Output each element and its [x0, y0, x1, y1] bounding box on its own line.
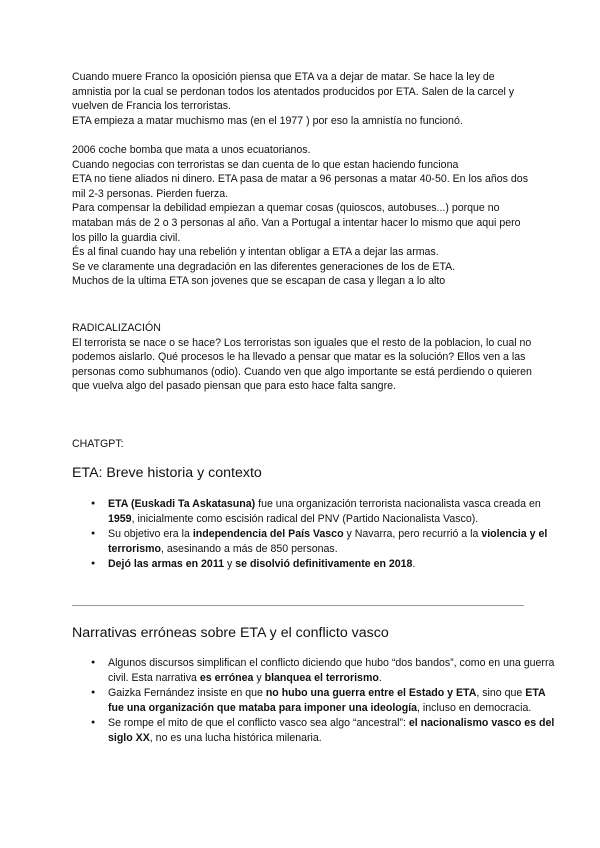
list-item: ● Algunos discursos simplifican el conflicto diciendo que hubo “dos bandos”, como en una guerra civil. Esta narrativa es errónea y blanquea el terrorismo. [108, 656, 558, 685]
paragraph: 2006 coche bomba que mata a unos ecuatorianos. [72, 143, 311, 156]
list-item: ● ETA (Euskadi Ta Askatasuna) fue una organización terrorista nacionalista vasca creada en 1959, inicialmente como escisión radical del PNV (Partido Nacionalista Vasco). [108, 497, 558, 526]
section-title: ETA: Breve historia y contexto [72, 465, 262, 481]
section-title: Narrativas erróneas sobre ETA y el conflicto vasco [72, 625, 389, 641]
section-label: RADICALIZACIÓN [72, 322, 161, 334]
paragraph: Para compensar la debilidad empiezan a quemar cosas (quioscos, autobuses...) porque no mataban más de 2 o 3 personas al año. Van a Portugal a intentar hacer lo mismo que aqui pero los pillo la guardia civil. [72, 202, 521, 244]
paragraph: ETA empieza a matar muchismo mas (en el 1977 ) por eso la amnistía no funcionó. [72, 114, 463, 127]
paragraph: Se ve claramente una degradación en las diferentes generaciones de los de ETA. [72, 260, 456, 273]
paragraph: Cuando negocias con terroristas se dan cuenta de lo que estan haciendo funciona [72, 158, 459, 171]
bullet-list [72, 656, 558, 747]
paragraph: Cuando muere Franco la oposición piensa que ETA va a dejar de matar. Se hace la ley de amnistia por la cual se perdonan todos los atentados producidos por ETA. Salen de la carcel y vuelven de Francia los terroristas. [72, 71, 515, 113]
list-item: ● Dejó las armas en 2011 y se disolvió definitivamente en 2018. [108, 557, 558, 572]
list-item: ● Gaizka Fernández insiste en que no hubo una guerra entre el Estado y ETA, sino que ETA fue una organización que mataba para imponer una ideología, incluso en democracia. [108, 686, 558, 715]
list-item: ● Su objetivo era la independencia del País Vasco y Navarra, pero recurrió a la violencia y el terrorismo, asesinando a más de 850 personas. [108, 527, 558, 556]
paragraph: ETA no tiene aliados ni dinero. ETA pasa de matar a 96 personas a matar 40-50. En los años dos mil 2-3 personas. Pierden fuerza. [72, 173, 529, 200]
bullet-list [72, 497, 558, 573]
chatgpt-label: CHATGPT: [72, 438, 124, 450]
divider [72, 605, 524, 606]
notes-block [72, 70, 532, 289]
paragraph: És al final cuando hay una rebelión y intentan obligar a ETA a dejar las armas. [72, 246, 439, 259]
paragraph: Muchos de la ultima ETA son jovenes que se escapan de casa y llegan a lo alto [72, 275, 446, 288]
list-item: ● Se rompe el mito de que el conflicto vasco sea algo “ancestral”: el nacionalismo vasco es del siglo XX, no es una lucha histórica milenaria. [108, 716, 558, 745]
radicalizacion-block [72, 321, 532, 394]
paragraph: El terrorista se nace o se hace? Los terroristas son iguales que el resto de la poblacion, lo cual no podemos aislarlo. Qué procesos le ha llevado a pensar que matar es la solución? Ellos ven a las personas como subhumanos (odio). Cuando ven que algo importante se está perdiendo o quieren que vuelva algo del pasado piensan que para esto hace falta sangre. [72, 336, 532, 393]
